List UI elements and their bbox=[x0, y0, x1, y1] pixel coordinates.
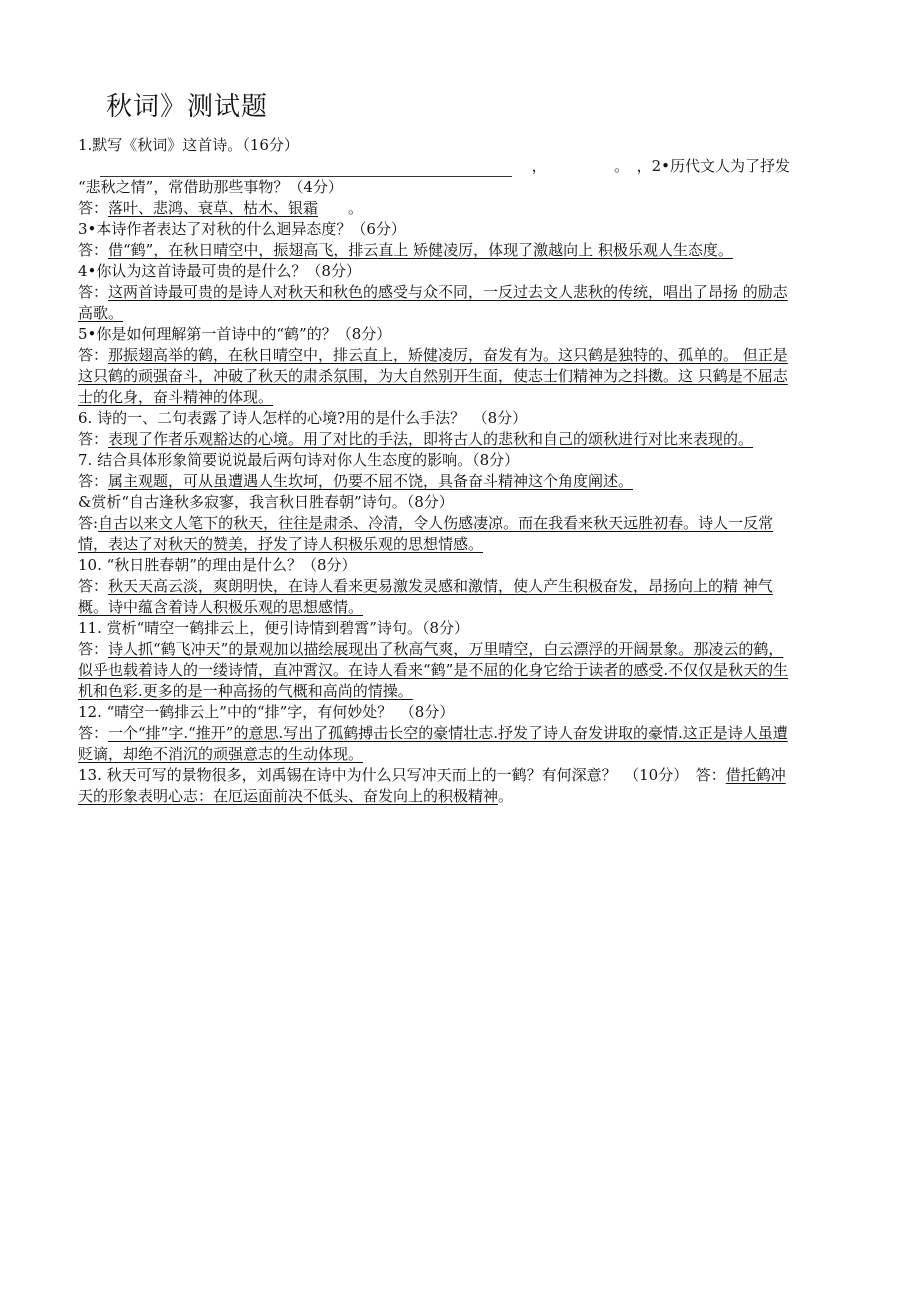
answer-prefix: 答： bbox=[78, 577, 109, 595]
answer-tail: 。 bbox=[318, 199, 364, 217]
answer-prefix: 答： bbox=[78, 472, 109, 490]
answer-item bbox=[78, 723, 790, 765]
question-13-text: 13. 秋天可写的景物很多，刘禹锡在诗中为什么只写冲天而上的一鹤？有何深意？ （10分） 答： bbox=[78, 766, 726, 784]
answer-text: 表现了作者乐观豁达的心境。用了对比的手法，即将古人的悲秋和自己的颂秋进行对比来表现的。 bbox=[108, 430, 754, 448]
question-item: 5•你是如何理解第一首诗中的“鹤”的？（8分） bbox=[78, 325, 392, 343]
document-page bbox=[78, 86, 790, 807]
question-item: 10. “秋日胜春朝”的理由是什么？（8分） bbox=[78, 556, 357, 574]
answer-text: 一个“排”字.“推开”的意思.写出了孤鹤搏击长空的豪情壮志.抒发了诗人奋发讲取的豪情.这正是诗人虽遭贬谪，却绝不消沉的顽强意志的生动体现。 bbox=[78, 724, 788, 763]
answer-text: 那振翅高举的鹤，在秋日晴空中，排云直上，矫健凌厉，奋发有为。这只鹤是独特的、孤单的。 但正是这只鹤的顽强奋斗，冲破了秋天的肃杀氛围，为大自然别开生面，使志士们精神为之抖擞。这 只鹤是不屈志士的化身，奋斗精神的体现。 bbox=[78, 346, 788, 406]
fill-in-blank bbox=[100, 164, 512, 177]
answer-prefix: 答： bbox=[78, 283, 109, 301]
question-2-continuation: “悲秋之情”，常借助那些事物？（4分） bbox=[78, 178, 343, 196]
question-item: 4•你认为这首诗最可贵的是什么？（8分） bbox=[78, 262, 361, 280]
question-13 bbox=[78, 765, 790, 807]
answer-item bbox=[78, 639, 790, 702]
document-title: 秋词》测试题 bbox=[106, 92, 269, 122]
answer-item bbox=[78, 429, 790, 450]
answer-prefix: 答： bbox=[78, 724, 109, 742]
answer-text: 自古以来文人笔下的秋天，往往是肃杀、冷清，令人伤感凄凉。而在我看来秋天远胜初春。诗人一反常情，表达了对秋天的赞美，抒发了诗人积极乐观的思想情感。 bbox=[78, 514, 774, 553]
question-1: 1.默写《秋词》这首诗。（16分） bbox=[78, 136, 299, 154]
answer-item bbox=[78, 240, 790, 261]
answer-item bbox=[78, 282, 790, 324]
answer-prefix: 答： bbox=[78, 640, 109, 658]
question-2-start: ， 。 ，2•历代文人为了抒发 bbox=[531, 157, 790, 175]
answer-item bbox=[78, 471, 790, 492]
answer-prefix: 答: bbox=[78, 514, 99, 532]
answer-prefix: 答： bbox=[78, 241, 109, 259]
answer-prefix: 答： bbox=[78, 346, 109, 364]
answer-item bbox=[78, 576, 790, 618]
question-item: 3•本诗作者表达了对秋的什么迴异态度？（6分） bbox=[78, 220, 406, 238]
answer-13-text: 借托鹤冲天的形象表明心志：在厄运面前决不低头、奋发向上的积极精神 bbox=[78, 766, 786, 805]
qa-list bbox=[78, 219, 790, 765]
answer-prefix: 答： bbox=[78, 199, 109, 217]
answer-item bbox=[78, 345, 790, 408]
answer-text: 属主观题，可从虽遭遇人生坎坷，仍要不屈不饶，具备奋斗精神这个角度阐述。 bbox=[108, 472, 634, 490]
answer-13-tail: 。 bbox=[498, 787, 514, 805]
answer-prefix: 答： bbox=[78, 430, 109, 448]
answer-text: 诗人抓“鹤飞冲天”的景观加以描绘展现出了秋高气爽，万里晴空，白云漂浮的开阔景象。那凌云的鹤，似乎也载着诗人的一缕诗情，直冲霄汉。在诗人看来“鹤”是不屈的化身它给于读者的感受.不仅仅是秋天的生机和色彩.更多的是一种高扬的气概和高尚的情操。 bbox=[78, 640, 789, 700]
answer-text: 借“鹤”，在秋日晴空中，振翅高飞，排云直上 矫健凌厉，体现了激越向上 积极乐观人生态度。 bbox=[108, 241, 733, 259]
question-item: 6. 诗的一、二句表露了诗人怎样的心境?用的是什么手法？ （8分） bbox=[78, 409, 528, 427]
answer-text: 这两首诗最可贵的是诗人对秋天和秋色的感受与众不同，一反过去文人悲秋的传统，唱出了昂扬 的励志高歌。 bbox=[78, 283, 788, 322]
question-item: &赏析“自古逢秋多寂寥，我言秋日胜春朝”诗句。（8分） bbox=[78, 493, 454, 511]
question-item: 12. “晴空一鹤排云上”中的“排”字，有何妙处？ （8分） bbox=[78, 703, 455, 721]
question-item: 7. 结合具体形象简要说说最后两句诗对你人生态度的影响。（8分） bbox=[78, 451, 520, 469]
answer-2 bbox=[78, 198, 790, 219]
answer-item bbox=[78, 513, 790, 555]
answer-text: 落叶、悲鸿、衰草、枯木、银霜 bbox=[108, 199, 319, 217]
answer-text: 秋天天高云淡，爽朗明快，在诗人看来更易激发灵感和激情，使人产生积极奋发，昂扬向上的精 神气概。诗中蕴含着诗人积极乐观的思想感情。 bbox=[78, 577, 773, 616]
question-item: 11. 赏析“晴空一鹤排云上，便引诗情到碧霄”诗句。（8分） bbox=[78, 619, 470, 637]
question-1-blank-row bbox=[78, 156, 790, 177]
